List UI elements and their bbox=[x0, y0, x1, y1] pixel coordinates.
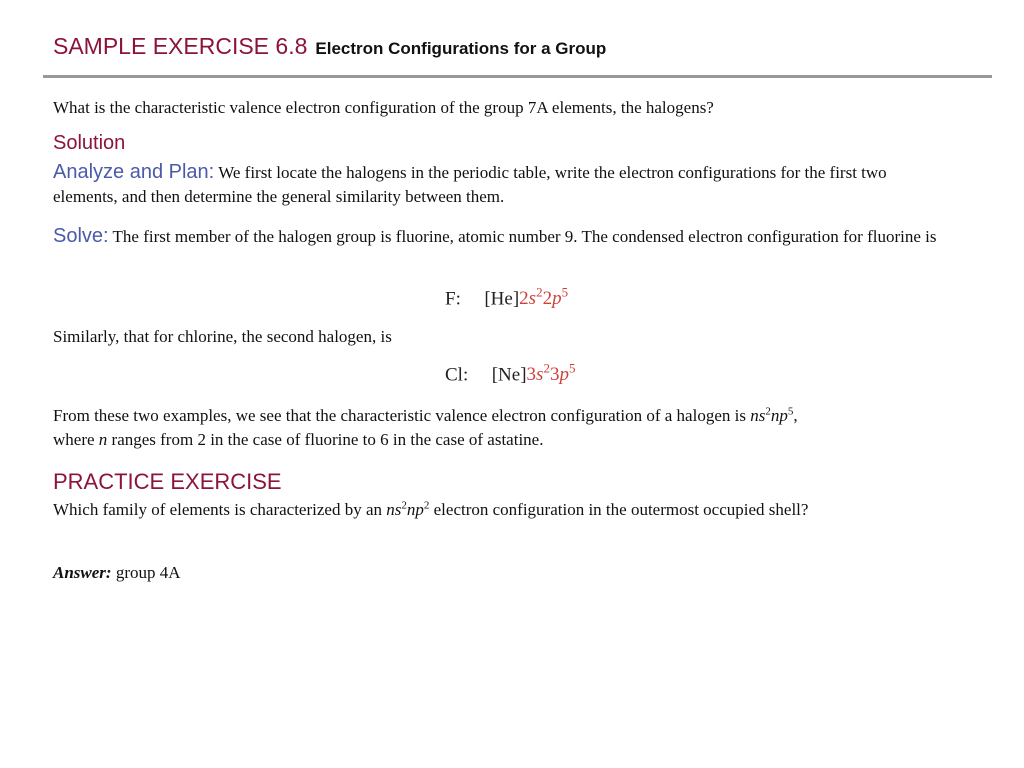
chlorine-s-letter: s bbox=[536, 364, 544, 386]
practice-question bbox=[53, 498, 993, 522]
conclusion-n: n bbox=[98, 430, 108, 449]
analyze-plan-text: We first locate the halogens in the periodic table, write the electron configurations for the first two elements, and then determine the general similarity between them. bbox=[53, 163, 887, 206]
chlorine-configuration bbox=[445, 361, 575, 386]
chlorine-symbol: Cl: bbox=[445, 364, 469, 386]
slide-title bbox=[53, 33, 606, 60]
solve-paragraph bbox=[53, 224, 953, 249]
analyze-plan-paragraph bbox=[53, 160, 953, 209]
solve-label: Solve: bbox=[53, 225, 109, 247]
fluorine-s-exponent: 2 bbox=[536, 285, 543, 300]
chlorine-intro-text: Similarly, that for chlorine, the second halogen, is bbox=[53, 327, 392, 346]
solution-heading: Solution bbox=[53, 132, 126, 154]
practice-ns-exponent: 2 bbox=[401, 499, 407, 512]
practice-np: np bbox=[406, 500, 424, 519]
fluorine-symbol: F: bbox=[445, 288, 461, 310]
question-text: What is the characteristic valence electron configuration of the group 7A elements, the halogens? bbox=[53, 98, 714, 117]
chlorine-p-coefficient: 3 bbox=[549, 364, 560, 386]
conclusion-np-exponent: 5 bbox=[787, 405, 794, 418]
chlorine-p-exponent: 5 bbox=[568, 361, 576, 376]
conclusion-text: From these two examples, we see that the characteristic valence electron configuration of a halogen is bbox=[53, 406, 746, 425]
chlorine-s-exponent: 2 bbox=[543, 361, 550, 376]
fluorine-p-exponent: 5 bbox=[561, 285, 569, 300]
answer-value: group 4A bbox=[115, 563, 181, 582]
chlorine-p-letter: p bbox=[559, 364, 569, 386]
title-divider bbox=[43, 75, 992, 78]
conclusion-line2-pre: where bbox=[53, 430, 95, 449]
practice-np-exponent: 2 bbox=[423, 499, 430, 512]
conclusion-ns-exponent: 2 bbox=[765, 405, 771, 418]
conclusion-paragraph: From these two examples, we see that the characteristic valence electron configuration of a halogen is $ns^2np^5$, where n ranges from 2 in the case of fluorine to 6 in the case of astatine. bbox=[53, 405, 798, 449]
conclusion-ns: ns bbox=[750, 406, 766, 425]
practice-heading: PRACTICE EXERCISE bbox=[53, 469, 282, 494]
answer-label: Answer: bbox=[53, 563, 112, 582]
fluorine-p-letter: p bbox=[552, 288, 562, 310]
practice-question-pre: Which family of elements is characterized by an bbox=[53, 500, 382, 519]
fluorine-configuration bbox=[445, 285, 568, 310]
practice-ns: ns bbox=[386, 500, 402, 519]
analyze-plan-label: Analyze and Plan: bbox=[53, 161, 215, 183]
chlorine-core: [Ne] bbox=[491, 364, 527, 386]
fluorine-s-letter: s bbox=[528, 288, 537, 310]
fluorine-p-coefficient: 2 bbox=[542, 288, 553, 310]
fluorine-s-coefficient: 2 bbox=[519, 288, 529, 310]
conclusion-line2-post: ranges from 2 in the case of fluorine to 6 in the case of astatine. bbox=[111, 430, 544, 449]
solve-text: The first member of the halogen group is fluorine, atomic number 9. The condensed electron configuration for fluorine is bbox=[112, 227, 937, 246]
practice-question-post: electron configuration in the outermost occupied shell? bbox=[433, 500, 809, 519]
exercise-number: SAMPLE EXERCISE 6.8 bbox=[53, 33, 308, 59]
fluorine-core: [He] bbox=[484, 288, 520, 310]
answer-line bbox=[53, 561, 953, 585]
conclusion-np: np bbox=[770, 406, 788, 425]
chlorine-s-coefficient: 3 bbox=[526, 364, 537, 386]
exercise-subtitle: Electron Configurations for a Group bbox=[315, 39, 607, 58]
